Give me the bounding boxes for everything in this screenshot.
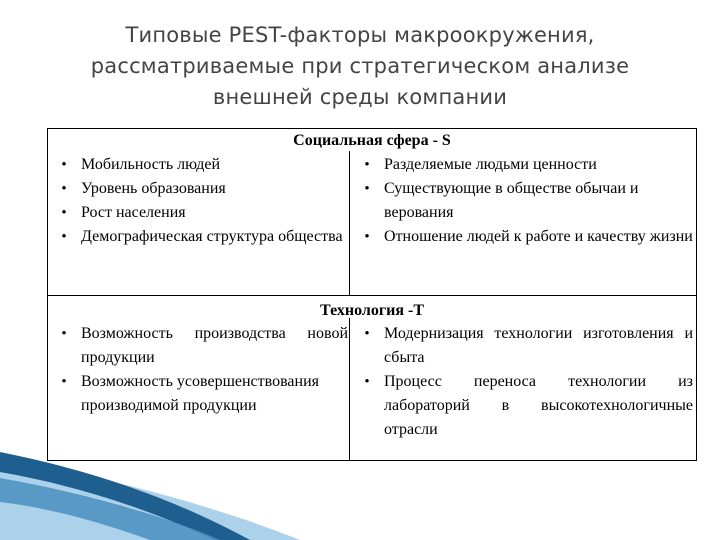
list-item-text: Модернизация технологии изготовления и сбыта [384,325,693,366]
bullet-icon: • [364,374,370,390]
title-line-3: внешней среды компании [212,85,508,109]
list-item-text: Возможность усовершенствования производимой продукции [81,373,320,414]
list-item-text: Мобильность людей [81,156,221,173]
list-item [48,201,348,225]
bullet-icon: • [61,374,67,390]
bullet-icon: • [61,326,67,342]
list-item-text: Отношение людей к работе и качеству жизни [384,228,693,245]
bullet-icon: • [364,181,370,197]
bullet-icon: • [364,229,370,245]
bullet-icon: • [364,326,370,342]
list-item [351,225,693,249]
bullet-icon: • [364,157,370,173]
list-item-text: Разделяемые людьми ценности [384,156,597,173]
list-item [48,153,348,177]
technology-section [48,296,696,460]
slide-title [40,20,680,113]
title-line-1: Типовые PEST-факторы макроокружения, [125,23,595,47]
list-item-text: Процесс переноса технологии из лабораторий в высокотехнологичные отрасли [384,373,693,438]
technology-right-column [351,322,693,442]
list-item-text: Рост населения [81,204,186,221]
column-divider [349,318,350,460]
list-item [48,322,348,370]
list-item [48,225,348,249]
list-item [351,177,693,225]
social-section [48,129,696,296]
social-right-column [351,153,693,249]
bullet-icon: • [61,181,67,197]
technology-heading: Технология -T [320,302,424,319]
pest-table [47,128,697,461]
list-item [48,177,348,201]
list-item-text: Уровень образования [81,180,226,197]
list-item [351,322,693,370]
bullet-icon: • [61,229,67,245]
list-item [48,370,348,418]
list-item-text: Возможность производства новой продукции [81,325,348,366]
list-item [351,370,693,442]
title-line-2: рассматриваемые при стратегическом анализе [90,54,630,78]
column-divider [349,151,350,295]
decorative-swoosh [0,450,720,540]
technology-left-column [48,322,348,418]
list-item [351,153,693,177]
social-heading: Социальная сфера - S [293,132,451,149]
bullet-icon: • [61,205,67,221]
list-item-text: Демографическая структура общества [81,228,343,245]
social-left-column [48,153,348,249]
bullet-icon: • [61,157,67,173]
list-item-text: Существующие в обществе обычаи и верования [384,180,639,221]
